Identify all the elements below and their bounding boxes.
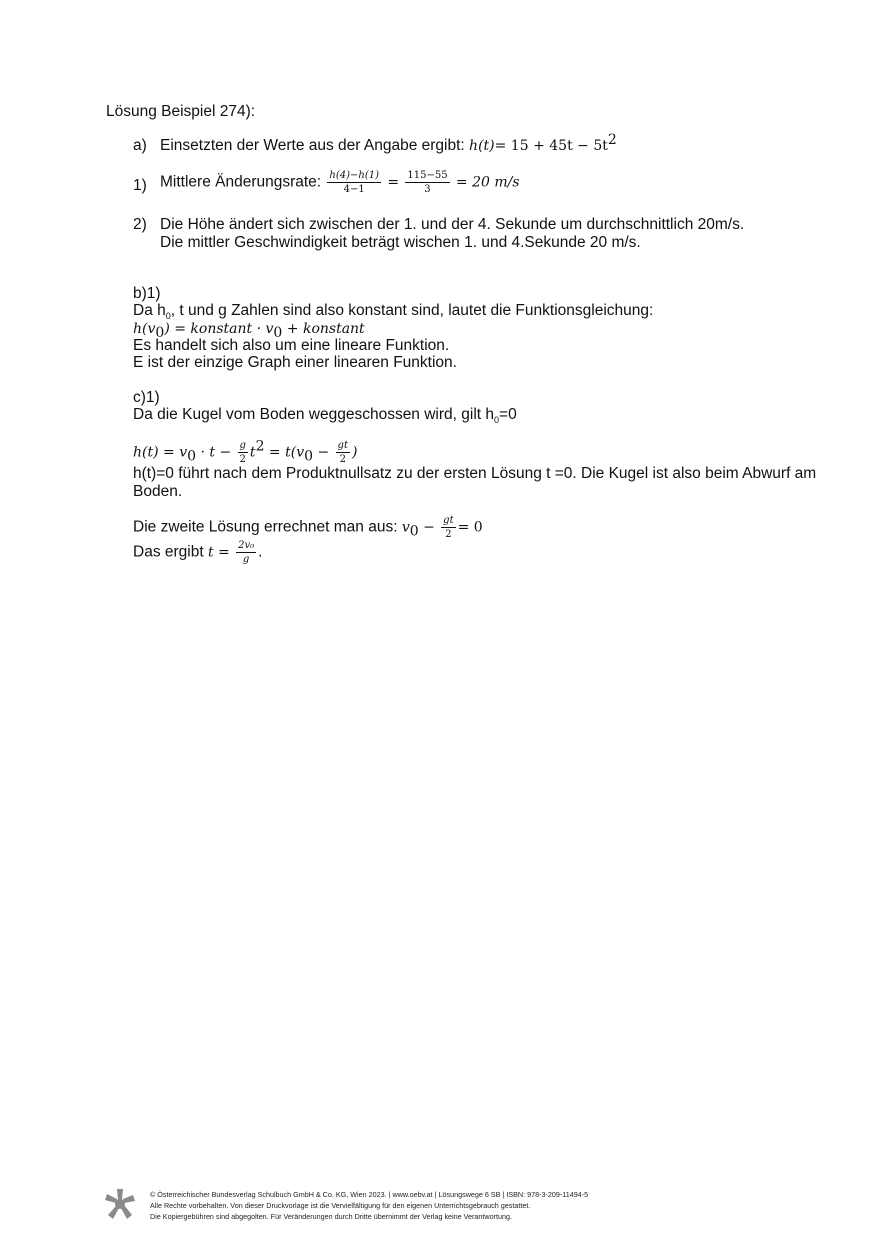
section-b-line3: Es handelt sich also um eine lineare Funktion. <box>133 337 450 354</box>
section-c-line3-formula-pre: v <box>401 519 410 536</box>
section-c-formula-p3: t <box>249 444 256 461</box>
section-c-line4-text: Das ergibt <box>133 543 204 561</box>
item-a2-marker: 2) <box>133 216 147 233</box>
item-a2-line2: Die mittler Geschwindigkeit beträgt wischen 1. und 4.Sekunde 20 m/s. <box>160 234 641 251</box>
oebv-asterisk-logo-icon <box>104 1188 136 1220</box>
page-title: Lösung Beispiel 274): <box>106 103 256 120</box>
fraction-rate <box>327 170 381 195</box>
fraction-gt-half <box>336 440 350 465</box>
fraction-g-half <box>238 440 248 465</box>
item-a1-row <box>160 170 520 195</box>
item-a1-text: Mittlere Änderungsrate: <box>160 173 322 191</box>
item-a-formula-rhs: = 15 + 45t − 5t <box>494 138 608 154</box>
item-a-formula-lhs: h(t) <box>469 138 495 154</box>
section-b-formula-sub1: 0 <box>155 325 165 342</box>
section-b-line1-post: , t und g Zahlen sind also konstant sind, lautet die Funktionsgleichung: <box>170 302 654 319</box>
fraction-gt-half-2 <box>441 515 455 540</box>
section-c-formula-p4: = t(v <box>264 444 305 461</box>
section-b-line1-pre: Da h <box>133 302 166 319</box>
section-b-formula-pre: h(v <box>133 321 156 337</box>
item-a-row <box>160 131 617 155</box>
section-c-formula-sub2: 0 <box>304 448 314 465</box>
section-c-line4-end: . <box>258 543 263 561</box>
fraction-gt-half-2-denominator: 2 <box>445 529 452 540</box>
section-b-formula-post: + konstant <box>282 321 365 337</box>
fraction-gt-half-numerator: gt <box>337 440 348 451</box>
fraction-solution-denominator: g <box>242 554 250 565</box>
section-b-formula-mid: ) = konstant · v <box>164 321 274 337</box>
section-c-line1-pre: Da die Kugel vom Boden weggeschossen wird, gilt h <box>133 406 495 423</box>
fraction-values-numerator: 115−55 <box>407 170 448 181</box>
section-c-formula <box>133 440 357 465</box>
section-c-formula-exp: 2 <box>255 438 265 455</box>
section-c-formula-p5: − <box>313 444 330 461</box>
section-c-line3-formula-post: = 0 <box>457 519 483 536</box>
fraction-g-half-numerator: g <box>239 440 246 451</box>
section-c-line3 <box>133 515 483 540</box>
section-c-heading: c)1) <box>133 389 160 406</box>
fraction-g-half-denominator: 2 <box>239 454 246 465</box>
fraction-solution <box>236 540 256 565</box>
section-c-line3-formula-sub: 0 <box>409 523 419 540</box>
section-c-line1 <box>133 406 517 424</box>
section-c-line4-formula-pre: t = <box>207 544 230 561</box>
section-b-line4: E ist der einzige Graph einer linearen Funktion. <box>133 354 457 371</box>
fraction-gt-half-2-numerator: gt <box>443 515 454 526</box>
section-c-formula-p2: · t − <box>196 444 232 461</box>
section-c-line3-formula-mid: − <box>418 519 435 536</box>
section-b-line1-sub: 0 <box>165 311 171 322</box>
item-a-marker: a) <box>133 137 147 154</box>
section-c-formula-p1: h(t) = v <box>133 444 188 461</box>
section-c-line1-sub: 0 <box>494 415 500 426</box>
section-b-line1 <box>133 302 653 320</box>
section-b-formula <box>133 320 365 342</box>
section-c-line4 <box>133 540 262 565</box>
footer-line1: © Österreichischer Bundesverlag Schulbuch GmbH & Co. KG, Wien 2023. | www.oebv.at | Lösungswege 6 SB | ISBN: 978-3-209-11494-5 <box>150 1190 589 1199</box>
item-a-formula-exp: 2 <box>607 131 617 148</box>
item-a2-line1: Die Höhe ändert sich zwischen der 1. und der 4. Sekunde um durchschnittlich 20m/s. <box>160 216 745 233</box>
fraction-rate-denominator: 4−1 <box>343 184 365 195</box>
fraction-rate-numerator: h(4)−h(1) <box>329 170 380 181</box>
section-c-line2b: Boden. <box>133 483 183 500</box>
fraction-values <box>405 170 449 195</box>
item-a-text: Einsetzten der Werte aus der Angabe ergibt: <box>160 137 465 154</box>
item-a1-result: = 20 m/s <box>455 174 520 191</box>
fraction-values-denominator: 3 <box>424 184 431 195</box>
section-c-formula-p6: ) <box>351 444 358 461</box>
fraction-gt-half-denominator: 2 <box>339 454 346 465</box>
fraction-solution-numerator: 2v₀ <box>238 540 255 551</box>
item-a1-eq: = <box>387 174 400 191</box>
section-c-formula-sub1: 0 <box>187 448 197 465</box>
item-a1-marker: 1) <box>133 177 147 194</box>
footer-line3: Die Kopiergebühren sind abgegolten. Für Veränderungen durch Dritte übernimmt der Verlag keine Verantwortung. <box>150 1212 512 1221</box>
section-b-heading: b)1) <box>133 285 161 302</box>
footer-line2: Alle Rechte vorbehalten. Von dieser Druckvorlage ist die Vervielfältigung für den eigenen Unterrichtsgebrauch gestattet. <box>150 1201 531 1210</box>
section-c-line3-text: Die zweite Lösung errechnet man aus: <box>133 518 398 536</box>
section-c-line1-post: =0 <box>499 406 517 423</box>
section-b-formula-sub2: 0 <box>273 325 283 342</box>
section-c-line2a: h(t)=0 führt nach dem Produktnullsatz zu der ersten Lösung t =0. Die Kugel ist also beim Abwurf am <box>133 465 817 482</box>
